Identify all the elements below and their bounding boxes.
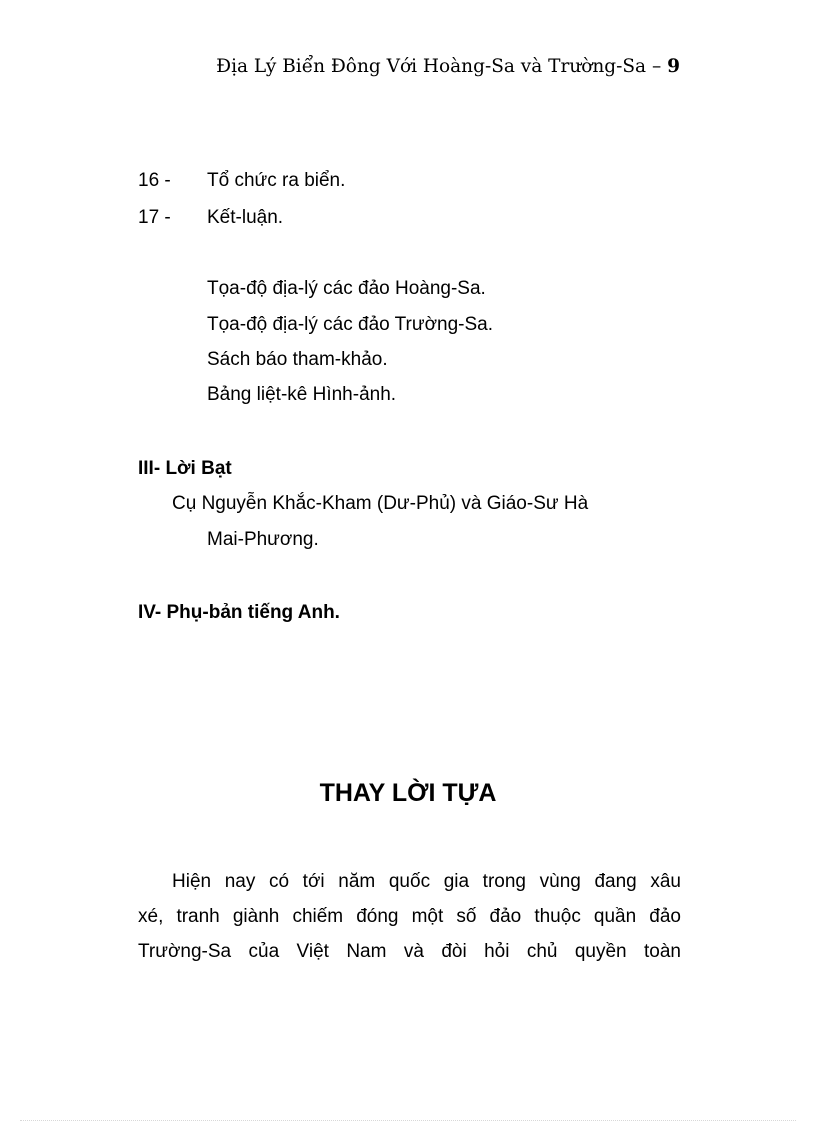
toc-item-text: Kết-luận. (207, 207, 284, 228)
page-bottom-rule (20, 1120, 796, 1121)
section-heading-afterword: III- Lời Bạt (138, 458, 232, 479)
header-separator: – (651, 56, 662, 77)
toc-item-text: Tổ chức ra biển. (207, 170, 346, 191)
running-header (216, 56, 680, 77)
running-title: Địa Lý Biển Đông Với Hoàng-Sa và Trường-Sa (216, 56, 647, 77)
toc-item-number: 17 - (138, 207, 171, 228)
appendix-item: Tọa-độ địa-lý các đảo Hoàng-Sa. (207, 278, 486, 299)
appendix-item: Tọa-độ địa-lý các đảo Trường-Sa. (207, 314, 494, 335)
paragraph-line: Hiện nay có tới năm quốc gia trong vùng đang xâu (172, 871, 681, 892)
toc-item-16 (138, 170, 345, 192)
appendix-item: Bảng liệt-kê Hình-ảnh. (207, 384, 397, 405)
afterword-authors-line1: Cụ Nguyễn Khắc-Kham (Dư-Phủ) và Giáo-Sư Hà (172, 493, 589, 514)
paragraph-line: xé, tranh giành chiếm đóng một số đảo thuộc quần đảo (138, 906, 681, 927)
section-heading-english-appendix: IV- Phụ-bản tiếng Anh. (138, 602, 340, 623)
appendix-item: Sách báo tham-khảo. (207, 349, 388, 370)
toc-item-17 (138, 207, 283, 229)
preface-title: THAY LỜI TỰA (319, 779, 497, 807)
paragraph-line: Trường-Sa của Việt Nam và đòi hỏi chủ quyền toàn (138, 941, 681, 962)
toc-item-number: 16 - (138, 170, 171, 191)
afterword-authors-line2: Mai-Phương. (207, 529, 319, 550)
page-number: 9 (667, 56, 680, 77)
